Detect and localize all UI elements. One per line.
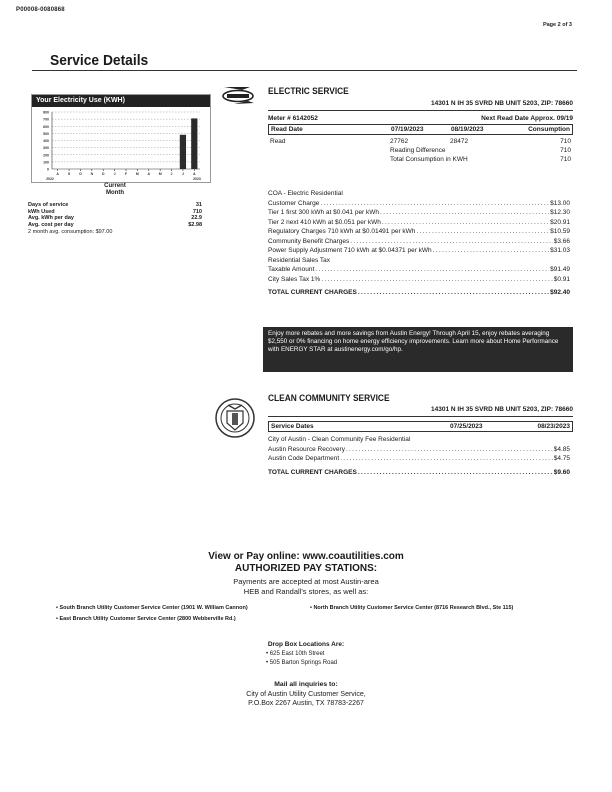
x-tick-label: M [135,172,139,176]
read-start: 27762 [390,138,409,145]
header-read-date: Read Date [271,126,303,133]
x-tick-label: J [170,172,173,176]
electric-service-title: ELECTRIC SERVICE [268,86,349,96]
drop-box-item: • 625 East 10th Street [266,651,325,657]
drop-box-item: • 505 Barton Springs Road [266,660,338,666]
x-tick-label: J [181,172,184,176]
clean-charges [268,435,570,477]
header-service-end: 08/23/2023 [537,423,570,430]
electric-total: TOTAL CURRENT CHARGES ..... $92.40 [268,288,570,298]
meter-row [268,114,573,123]
charge-line: Austin Code Department ..... $4.75 [268,454,570,464]
chart-title: Your Electricity Use (KWH) [32,95,210,107]
header-to-date: 08/19/2023 [451,126,484,133]
stat-value: 22.9 [191,215,202,221]
x-tick-label: A [147,172,151,176]
read-row [268,137,573,146]
x-tick-label: A [56,172,59,176]
reading-difference-label: Reading Difference [390,147,446,154]
charge-line: Power Supply Adjustment 710 kWh at $0.04371 per kWh ..... $31.03 [268,246,570,256]
stat-value: $2.98 [188,221,202,228]
x-tick-label: N [90,172,94,176]
two-month-avg: 2 month avg. consumption: $97.00 [28,229,113,235]
drop-box-title: Drop Box Locations Are: [267,641,345,648]
stat-label: Avg. cost per day [28,221,74,228]
city-seal-icon [214,393,256,443]
pay-online-text: View or Pay online: www.coautilities.com [208,551,404,562]
x-tick-label: F [124,172,128,176]
x-tick-label: J [113,172,116,176]
read-consumption: 710 [560,138,571,145]
stat-label: Avg. kWh per day [28,215,74,221]
year-label-end: 2023 [193,177,201,181]
usage-bar [191,118,197,169]
y-tick-label: 700 [43,117,49,122]
x-tick-label: D [101,172,105,176]
usage-chart-plot [32,107,210,182]
branch-east: • East Branch Utility Customer Service Center (2800 Webberville Rd.) [56,616,236,622]
mail-line: City of Austin Utility Customer Service, [246,691,366,698]
pay-stations-title: AUTHORIZED PAY STATIONS: [234,563,378,574]
usage-bar [180,135,186,169]
charge-line: Customer Charge ..... $13.00 [268,199,570,209]
pay-note: Payments are accepted at most Austin-area HEB and Randall's stores, as well as: [233,577,379,596]
caption-current: Current [104,183,126,189]
chart-caption [95,183,135,197]
branch-south: • South Branch Utility Customer Service Center (1901 W. William Cannon) [56,605,248,611]
read-label: Read [270,138,286,145]
y-tick-label: 600 [43,124,49,129]
charge-line: Tier 2 next 410 kWh at $0.051 per kWh ..... $20.91 [268,218,570,228]
header-service-start: 07/25/2023 [450,423,483,430]
read-table-header [268,124,573,135]
usage-stats [28,202,202,236]
electric-charges [268,189,570,298]
tax-line: City Sales Tax 1% ..... $0.91 [268,275,570,285]
title-divider [32,70,577,71]
charge-line: Regulatory Charges 710 kWh at $0.01491 per kWh ..... $10.59 [268,227,570,237]
header-service-dates: Service Dates [271,423,314,430]
clean-address: 14301 N IH 35 SVRD NB UNIT 5203, ZIP: 78660 [431,406,573,413]
clean-divider [268,416,573,417]
reading-difference-value: 710 [560,147,571,154]
electric-rate-title: COA - Electric Residential [268,190,343,197]
x-tick-label: S [67,172,71,176]
stat-label: Days of service [28,202,69,208]
page-title: Service Details [50,52,149,69]
header-consumption: Consumption [528,126,570,133]
total-consumption-row [268,155,573,164]
tax-title: Residential Sales Tax [268,256,331,264]
year-label-start: 2022 [46,177,54,181]
usage-chart [31,94,211,183]
branch-north: • North Branch Utility Customer Service Center (8716 Research Blvd., Ste 115) [310,605,514,611]
y-tick-label: 300 [43,146,49,151]
mail-line: P.O.Box 2267 Austin, TX 78783-2267 [248,700,364,707]
page-number: Page 2 of 3 [542,22,572,28]
total-consumption-value: 710 [560,156,571,163]
charge-line: Community Benefit Charges ..... $3.66 [268,237,570,247]
y-tick-label: 100 [43,160,49,165]
stat-value: 31 [195,202,202,208]
x-tick-label: A [193,172,196,176]
clean-total: TOTAL CURRENT CHARGES ..... $9.60 [268,468,570,478]
read-end: 28472 [450,138,469,145]
tax-line: Taxable Amount ..... $91.49 [268,265,570,275]
clean-rate-title: City of Austin - Clean Community Fee Residential [268,436,411,443]
header-from-date: 07/19/2023 [391,126,424,133]
y-tick-label: 0 [47,167,49,172]
y-tick-label: 500 [43,131,49,136]
stat-label: kWh Used [28,208,55,215]
y-tick-label: 200 [43,153,49,158]
document-id: P00008-0080868 [16,7,65,13]
electric-address: 14301 N IH 35 SVRD NB UNIT 5203, ZIP: 78660 [431,100,573,107]
promo-banner: Enjoy more rebates and more savings from Austin Energy! Through April 15, enjoy rebates averaging $2,550 or 0% financing on home energy efficiency improvements. Learn more about Home Performance with ENERGY STAR at austinenergy.com/go/hp. [263,327,573,372]
y-tick-label: 800 [43,110,49,115]
caption-month: Month [106,190,124,196]
charge-line: Tier 1 first 300 kWh at $0.041 per kWh ..... $12.30 [268,208,570,218]
charge-line: Austin Resource Recovery ..... $4.85 [268,445,570,455]
x-tick-label: M [158,172,162,176]
electric-divider [268,110,573,111]
reading-difference-row [268,146,573,155]
total-consumption-label: Total Consumption in KWH [390,156,468,163]
meter-number: Meter # 6142052 [268,115,318,122]
next-read-date: Next Read Date Approx. 09/19 [481,115,573,122]
stat-value: 710 [192,208,202,215]
service-dates-header [268,421,573,432]
austin-energy-logo-icon [220,85,256,105]
y-tick-label: 400 [43,139,49,143]
x-tick-label: O [79,172,82,176]
clean-service-title: CLEAN COMMUNITY SERVICE [268,393,390,403]
mail-title: Mail all inquiries to: [274,681,338,688]
